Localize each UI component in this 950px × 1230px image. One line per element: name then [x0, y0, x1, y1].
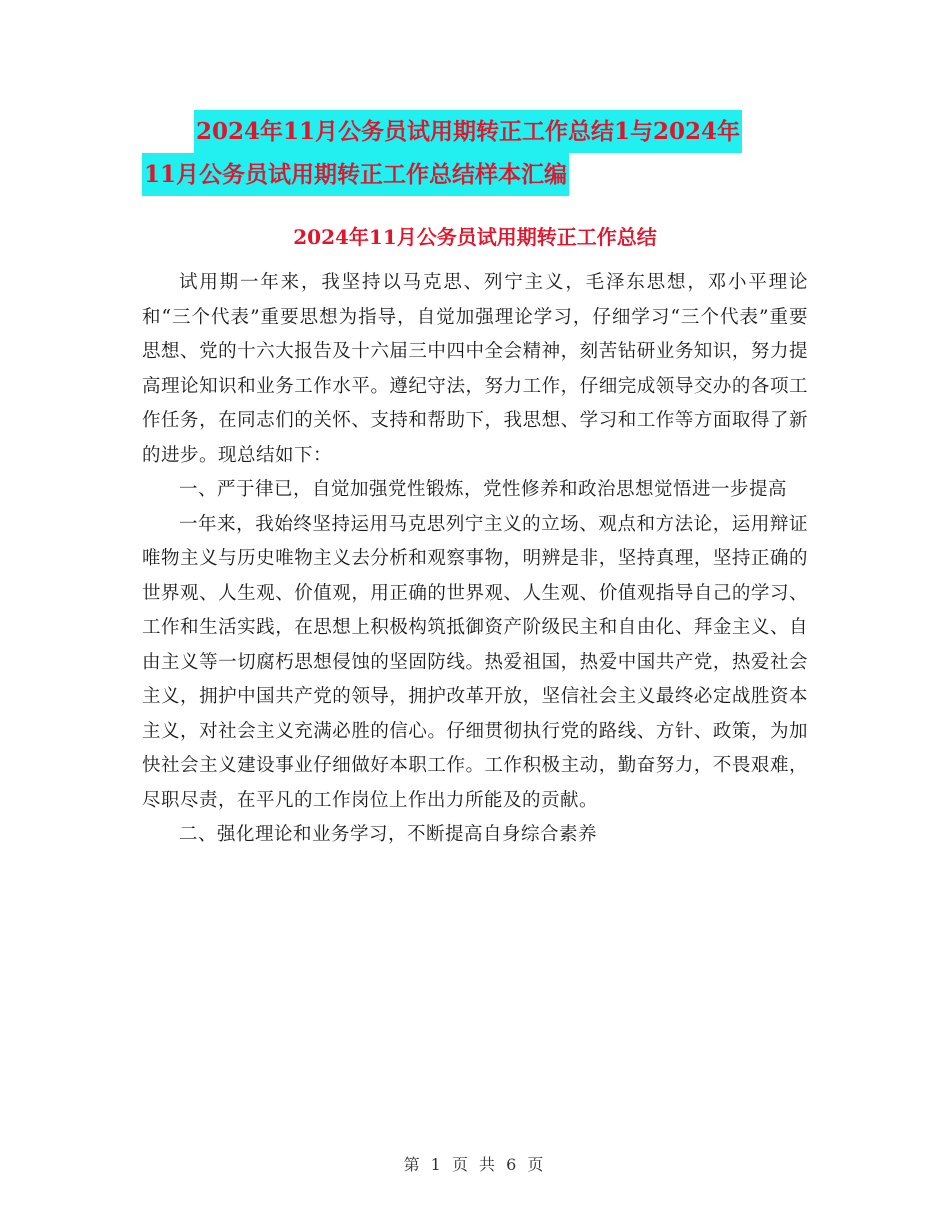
document-title-line-1: 2024年11月公务员试用期转正工作总结1与2024年 [194, 110, 742, 153]
document-title [142, 110, 812, 196]
document-title-line-2: 11月公务员试用期转正工作总结样本汇编 [142, 153, 569, 196]
paragraph-intro: 试用期一年来，我坚持以马克思、列宁主义，毛泽东思想，邓小平理论和“三个代表”重要思想为指导，自觉加强理论学习，仔细学习“三个代表”重要思想、党的十六大报告及十六届三中四中全会精神，刻苦钻研业务知识，努力提高理论知识和业务工作水平。遵纪守法，努力工作，仔细完成领导交办的各项工作任务，在同志们的关怀、支持和帮助下，我思想、学习和工作等方面取得了新的进步。现总结如下： [142, 272, 808, 466]
page-footer: 第 1 页 共 6 页 [403, 1155, 547, 1174]
document-body [142, 266, 808, 853]
section-title: 2024年11月公务员试用期转正工作总结 [293, 225, 657, 249]
paragraph-section-1: 一年来，我始终坚持运用马克思列宁主义的立场、观点和方法论，运用辩证唯物主义与历史唯物主义去分析和观察事物，明辨是非，坚持真理，坚持正确的世界观、人生观、价值观，用正确的世界观、人生观、价值观指导自己的学习、工作和生活实践，在思想上积极构筑抵御资产阶级民主和自由化、拜金主义、自由主义等一切腐朽思想侵蚀的坚固防线。热爱祖国，热爱中国共产党，热爱社会主义，拥护中国共产党的领导，拥护改革开放，坚信社会主义最终必定战胜资本主义，对社会主义充满必胜的信心。仔细贯彻执行党的路线、方针、政策，为加快社会主义建设事业仔细做好本职工作。工作积极主动，勤奋努力，不畏艰难，尽职尽责，在平凡的工作岗位上作出力所能及的贡献。 [142, 513, 808, 811]
paragraph-heading-1: 一、严于律已，自觉加强党性锻炼，党性修养和政治思想觉悟进一步提高 [179, 479, 788, 500]
paragraph-heading-2: 二、强化理论和业务学习，不断提高自身综合素养 [179, 824, 598, 845]
